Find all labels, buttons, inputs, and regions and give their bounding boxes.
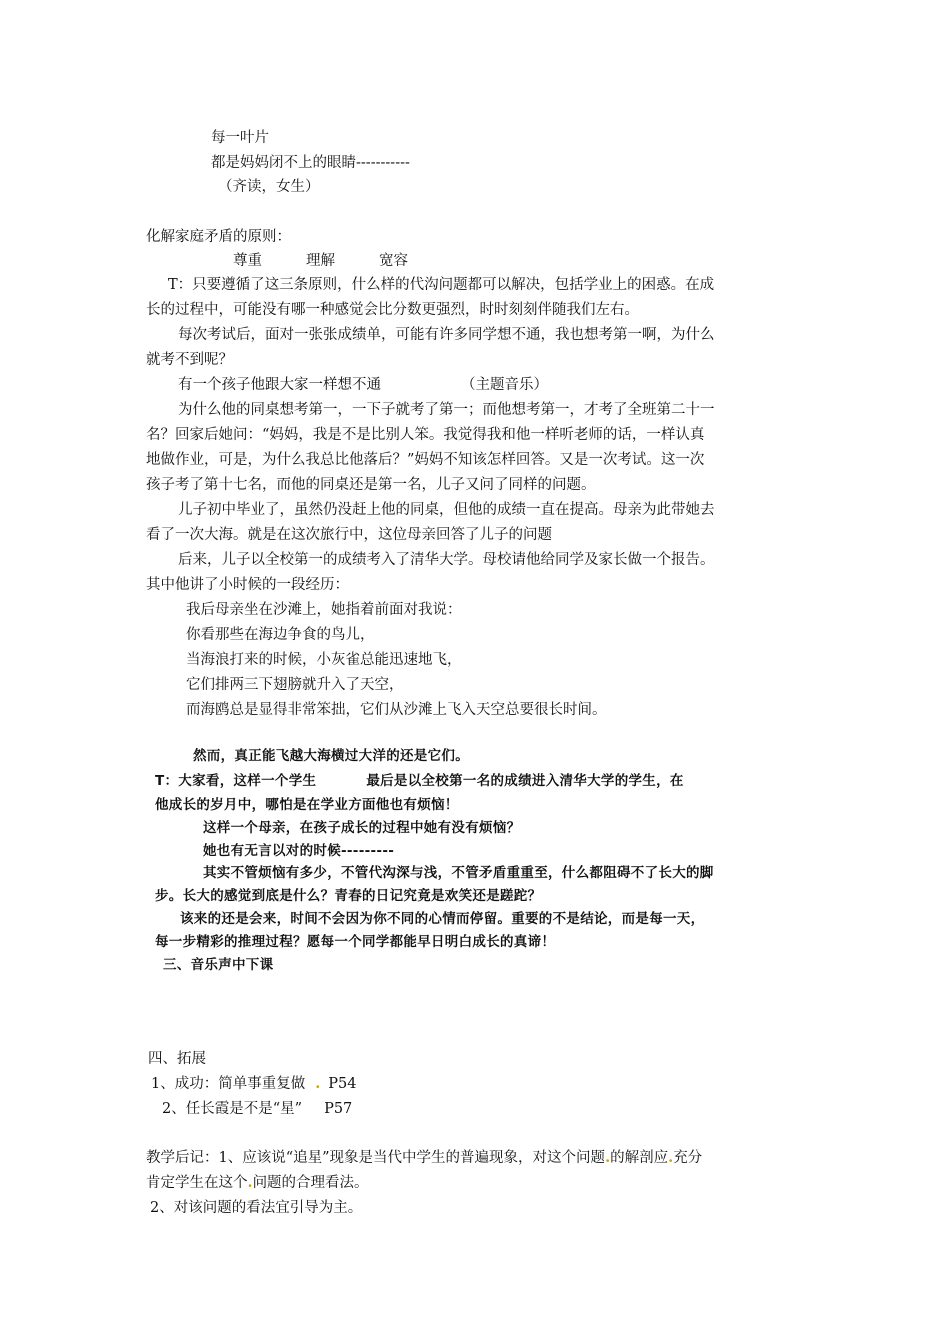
bold-line-part: T：大家看，这样一个学生	[155, 773, 317, 789]
section-heading: 三、音乐声中下课	[163, 957, 274, 973]
bold-line: 其实不管烦恼有多少，不管代沟深与浅，不管矛盾重重至，什么都阻碍不了长大的脚	[203, 865, 714, 881]
postscript-part: 肯定学生在这个	[146, 1175, 248, 1191]
reading-note: （齐读，女生）	[218, 179, 320, 195]
paragraph-line: 名？回家后她问：“妈妈，我是不是比别人笨。我觉得我和他一样听老师的话，一样认真	[146, 427, 705, 443]
extension-item	[162, 1100, 352, 1118]
story-intro-text: 有一个孩子他跟大家一样想不通	[178, 377, 381, 393]
bold-line: 他成长的岁月中，哪怕是在学业方面他也有烦恼！	[155, 797, 459, 813]
paragraph-line: 就考不到呢？	[146, 352, 233, 368]
section-heading: 四、拓展	[148, 1051, 206, 1067]
bold-line: 步。长大的感觉到底是什么？青春的日记究竟是欢笑还是蹉跎？	[155, 888, 542, 904]
page-ref: P57	[324, 1101, 353, 1117]
poem-line: 都是妈妈闭不上的眼睛-----------	[211, 155, 410, 171]
postscript-part: 问题的合理看法。	[252, 1175, 369, 1191]
bold-line	[155, 772, 684, 790]
postscript-part: 充分	[673, 1150, 703, 1166]
yellow-dot-icon: .	[315, 1075, 321, 1092]
paragraph-line: 其中他讲了小时候的一段经历：	[146, 577, 349, 593]
story-intro	[178, 376, 548, 394]
poem-line: 每一叶片	[211, 130, 269, 146]
yellow-dot-icon: .	[247, 1174, 253, 1191]
memory-line: 它们排两三下翅膀就升入了天空，	[186, 677, 404, 693]
paragraph-line: 为什么他的同桌想考第一，一下子就考了第一；而他想考第一，才考了全班第二十一	[178, 402, 715, 418]
principle-understanding: 理解	[306, 253, 335, 269]
postscript-part: 教学后记：1、应该说“追星”现象是当代中学生的普遍现象，对这个问题	[146, 1150, 606, 1166]
bold-line: 这样一个母亲，在孩子成长的过程中她有没有烦恼？	[203, 820, 521, 836]
memory-line: 你看那些在海边争食的鸟儿，	[186, 627, 375, 643]
memory-line: 我后母亲坐在沙滩上，她指着前面对我说：	[186, 602, 462, 618]
principles-list	[233, 252, 408, 270]
music-note: （主题音乐）	[461, 377, 548, 393]
paragraph-line: 后来，儿子以全校第一的成绩考入了清华大学。母校请他给同学及家长做一个报告。	[178, 552, 715, 568]
paragraph-line: 孩子考了第十七名，而他的同桌还是第一名，儿子又问了同样的问题。	[146, 477, 596, 493]
extension-item-text: 2、任长霞是不是“星”	[162, 1101, 303, 1117]
paragraph-line: 儿子初中毕业了，虽然仍没赶上他的同桌，但他的成绩一直在提高。母亲为此带她去	[178, 502, 715, 518]
paragraph-line: 地做作业，可是，为什么我总比他落后？”妈妈不知该怎样回答。又是一次考试。这一次	[146, 452, 705, 468]
paragraph-line: 看了一次大海。就是在这次旅行中，这位母亲回答了儿子的问题	[146, 527, 552, 543]
paragraph-line: 长的过程中，可能没有哪一种感觉会比分数更强烈，时时刻刻伴随我们左右。	[146, 302, 639, 318]
extension-item-text: 1、成功：简单事重复做	[151, 1076, 306, 1092]
memory-line: 而海鸥总是显得非常笨拙，它们从沙滩上飞入天空总要很长时间。	[186, 702, 607, 718]
postscript-line: 2、对该问题的看法宜引导为主。	[150, 1200, 363, 1216]
paragraph-line: 每次考试后，面对一张张成绩单，可能有许多同学想不通，我也想考第一啊，为什么	[178, 327, 715, 343]
paragraph-line: T：只要遵循了这三条原则，什么样的代沟问题都可以解决，包括学业上的困惑。在成	[168, 277, 715, 293]
bold-line-part: 最后是以全校第一名的成绩进入清华大学的学生，在	[366, 773, 684, 789]
page-ref: P54	[328, 1076, 357, 1092]
bold-line: 她也有无言以对的时候---------	[203, 843, 395, 859]
yellow-dot-icon: .	[668, 1149, 674, 1166]
bold-line: 每一步精彩的推理过程？愿每一个同学都能早日明白成长的真谛！	[155, 934, 556, 950]
memory-line: 当海浪打来的时候，小灰雀总能迅速地飞，	[186, 652, 462, 668]
principles-heading: 化解家庭矛盾的原则：	[146, 229, 291, 245]
principle-respect: 尊重	[233, 253, 262, 269]
bold-line: 然而，真正能飞越大海横过大洋的还是它们。	[193, 748, 469, 764]
postscript-line	[146, 1174, 369, 1192]
principle-tolerance: 宽容	[379, 253, 408, 269]
postscript-part: 的解剖应	[610, 1150, 669, 1166]
extension-item	[151, 1075, 357, 1093]
yellow-dot-icon: .	[605, 1149, 611, 1166]
postscript-line	[146, 1149, 702, 1167]
bold-line: 该来的还是会来，时间不会因为你不同的心情而停留。重要的不是结论，而是每一天，	[180, 911, 705, 927]
